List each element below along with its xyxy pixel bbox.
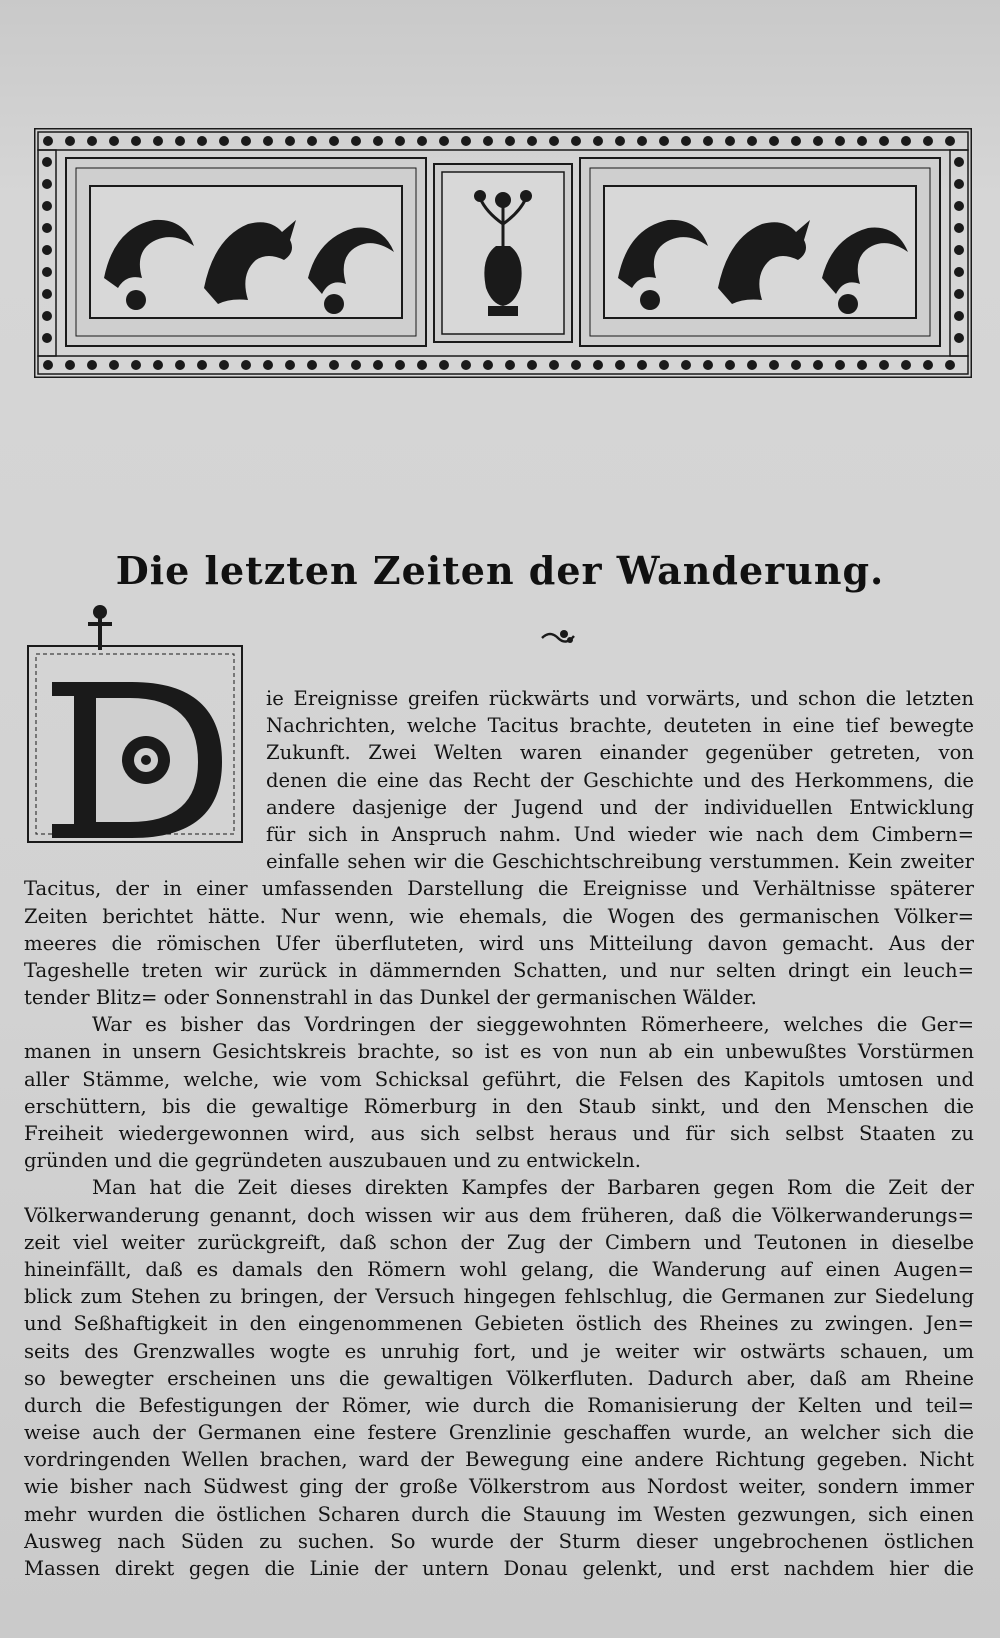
text-line: Zeiten berichtet hätte. Nur wenn, wie ehemals, die Wogen des germanischen Völker= [24,904,974,928]
border-rosette [65,136,75,146]
border-rosette [263,136,273,146]
border-rosette [175,136,185,146]
border-rosette [461,136,471,146]
border-rosette [747,360,757,370]
border-rosette [417,136,427,146]
border-rosette [395,136,405,146]
border-rosette [703,360,713,370]
text-line: War es bisher das Vordringen der sieggewohnten Römerheere, welches die Ger= [92,1013,974,1037]
border-rosette [835,360,845,370]
border-rosette [461,360,471,370]
border-rosette [307,136,317,146]
border-rosette [395,360,405,370]
border-rosette [42,179,52,189]
border-rosette [615,136,625,146]
text-line: durch die Befestigungen der Römer, wie durch die Romanisierung der Kelten und teil= [24,1393,974,1417]
border-rosette [954,245,964,255]
text-line: Man hat die Zeit dieses direkten Kampfes der Barbaren gegen Rom die Zeit der [92,1176,974,1200]
text-line: manen in unsern Gesichtskreis brachte, so ist es von nun ab ein unbewußtes Vorstürmen [24,1040,974,1064]
chapter-title: Die letzten Zeiten der Wanderung. [115,548,885,593]
text-line: einfalle sehen wir die Geschichtschreibung verstummen. Kein zweiter [266,850,974,874]
border-rosette [109,360,119,370]
border-rosette [42,311,52,321]
border-rosette [637,136,647,146]
border-rosette [901,136,911,146]
text-line: zeit viel weiter zurückgreift, daß schon der Zug der Cimbern und Teutonen in dieselbe [24,1230,974,1254]
border-rosette [571,136,581,146]
border-rosette [42,289,52,299]
text-line: gründen und die gegründeten auszubauen und zu entwickeln. [24,1149,641,1173]
border-rosette [945,360,955,370]
border-rosette [857,360,867,370]
border-rosette [954,201,964,211]
border-rosette [153,136,163,146]
border-rosette [813,360,823,370]
border-rosette [42,267,52,277]
border-rosette [373,136,383,146]
border-rosette [42,223,52,233]
border-rosette [197,136,207,146]
border-rosette [923,360,933,370]
fleuron-icon [540,626,580,648]
border-rosette [439,360,449,370]
border-rosette [219,360,229,370]
border-rosette [417,360,427,370]
border-rosette [373,360,383,370]
border-rosette [527,360,537,370]
border-rosette [954,311,964,321]
border-rosette [285,360,295,370]
border-rosette [505,136,515,146]
border-rosette [879,360,889,370]
border-rosette [263,360,273,370]
border-rosette [923,136,933,146]
border-rosette [483,360,493,370]
text-line: Massen direkt gegen die Linie der untern Donau gelenkt, und erst nachdem hier die [24,1557,974,1580]
border-rosette [637,360,647,370]
text-line: Völkerwanderung genannt, doch wissen wir aus dem früheren, daß die Völkerwanderungs= [24,1203,974,1227]
border-rosette [769,136,779,146]
text-line: hineinfällt, daß es damals den Römern wohl gelang, die Wanderung auf einen Augen= [24,1257,974,1281]
border-rosette [329,360,339,370]
text-line: blick zum Stehen zu bringen, der Versuch hingegen fehlschlug, die Germanen zur Siedelung [24,1285,974,1309]
border-rosette [42,157,52,167]
border-rosette [307,360,317,370]
border-rosette [954,333,964,343]
border-rosette [483,136,493,146]
border-rosette [725,360,735,370]
border-rosette [879,136,889,146]
text-line: vordringenden Wellen brachen, ward der Bewegung eine andere Richtung gegeben. Nicht [24,1448,974,1472]
text-line: wie bisher nach Südwest ging der große Völkerstrom aus Nordost weiter, sondern immer [24,1475,974,1499]
border-rosette [42,333,52,343]
border-rosette [703,136,713,146]
body-text [24,685,974,1582]
border-rosette [659,136,669,146]
border-rosette [65,360,75,370]
border-rosette [791,360,801,370]
border-rosette [835,136,845,146]
border-rosette [681,360,691,370]
border-rosette [329,136,339,146]
border-rosette [197,360,207,370]
border-rosette [659,360,669,370]
text-line: für sich in Anspruch nahm. Und wieder wie nach dem Cimbern= [266,822,974,846]
border-rosette [153,360,163,370]
text-line: meeres die römischen Ufer überfluteten, wird uns Mitteilung davon gemacht. Aus der [24,931,974,955]
border-rosette [42,245,52,255]
border-rosette [505,360,515,370]
border-rosette [593,136,603,146]
text-line: Tacitus, der in einer umfassenden Darstellung die Ereignisse und Verhältnisse späterer [24,877,974,901]
border-rosette [593,360,603,370]
border-rosette [219,136,229,146]
text-line: aller Stämme, welche, wie vom Schicksal geführt, die Felsen des Kapitols umtosen und [24,1067,974,1091]
text-line: seits des Grenzwalles wogte es unruhig fort, und je weiter wir ostwärts schauen, um [24,1339,974,1363]
text-line: Ausweg nach Süden zu suchen. So wurde der Sturm dieser ungebrochenen östlichen [24,1529,974,1553]
border-rosette [87,136,97,146]
ornament-griffins-vase [34,128,972,378]
text-line: Freiheit wiedergewonnen wird, aus sich selbst heraus und für sich selbst Staaten zu [24,1122,974,1145]
ornamental-header-banner [34,128,972,378]
text-line: Tageshelle treten wir zurück in dämmernden Schatten, und nur selten dringt ein leuch= [24,958,974,982]
border-rosette [954,179,964,189]
border-rosette [857,136,867,146]
border-rosette [571,360,581,370]
border-rosette [681,136,691,146]
border-rosette [945,136,955,146]
text-line: erschüttern, bis die gewaltige Römerburg in den Staub sinkt, und den Menschen die [24,1094,974,1118]
text-line: andere dasjenige der Jugend und der individuellen Entwicklung [266,795,974,819]
border-rosette [131,136,141,146]
text-line: Zukunft. Zwei Welten waren einander gegenüber getreten, von [266,741,974,765]
border-rosette [615,360,625,370]
border-rosette [241,360,251,370]
border-rosette [43,360,53,370]
border-rosette [549,360,559,370]
border-rosette [241,136,251,146]
border-rosette [725,136,735,146]
border-rosette [954,223,964,233]
border-rosette [439,136,449,146]
border-rosette [791,136,801,146]
border-rosette [954,157,964,167]
border-rosette [527,136,537,146]
text-line: tender Blitz= oder Sonnenstrahl in das Dunkel der germanischen Wälder. [24,986,757,1010]
text-line: mehr wurden die östlichen Scharen durch die Stauung im Westen gezwungen, sich einen [24,1502,974,1526]
border-rosette [351,136,361,146]
text-line: so bewegter erscheinen uns die gewaltigen Völkerfluten. Dadurch aber, daß am Rheine [24,1366,974,1390]
border-rosette [87,360,97,370]
border-rosette [747,136,757,146]
text-line: ie Ereignisse greifen rückwärts und vorwärts, und schon die letzten [266,687,974,710]
border-rosette [901,360,911,370]
border-rosette [351,360,361,370]
border-rosette [549,136,559,146]
text-line: Nachrichten, welche Tacitus brachte, deuteten in eine tief bewegte [266,714,974,738]
border-rosette [954,289,964,299]
border-rosette [813,136,823,146]
border-rosette [954,267,964,277]
text-line: weise auch der Germanen eine festere Grenzlinie geschaffen wurde, an welcher sich die [24,1421,974,1445]
text-line: denen die eine das Recht der Geschichte und des Herkommens, die [266,768,974,792]
border-rosette [769,360,779,370]
border-rosette [43,136,53,146]
border-rosette [109,136,119,146]
text-line: und Seßhaftigkeit in den eingenommenen Gebieten östlich des Rheines zu zwingen. Jen= [24,1312,974,1336]
border-rosette [42,201,52,211]
border-rosette [131,360,141,370]
border-rosette [175,360,185,370]
border-rosette [285,136,295,146]
